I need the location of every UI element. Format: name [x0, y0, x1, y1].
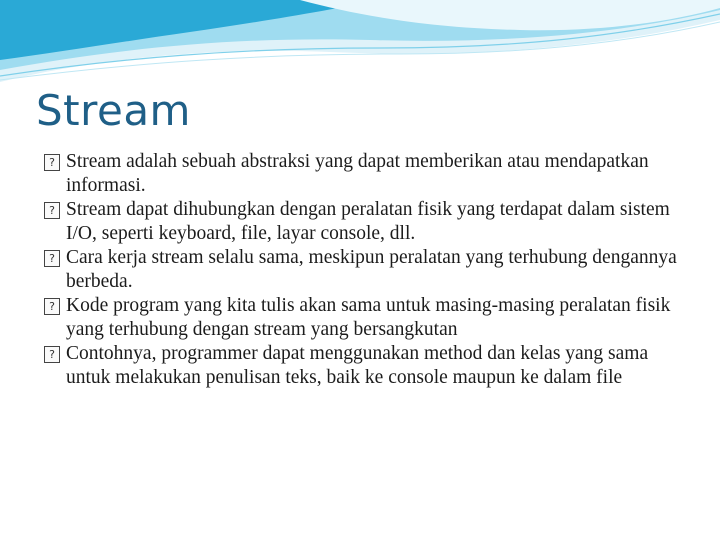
- bullet-marker-icon: ?: [44, 346, 60, 363]
- bullet-text: Contohnya, programmer dapat menggunakan method dan kelas yang sama untuk melakukan penulisan teks, baik ke console maupun ke dalam file: [66, 343, 649, 388]
- bullet-marker-icon: ?: [44, 250, 60, 267]
- bullet-marker-icon: ?: [44, 154, 60, 171]
- bullet-marker-icon: ?: [44, 298, 60, 315]
- bullet-item: [44, 342, 684, 390]
- bullet-text: Stream adalah sebuah abstraksi yang dapat memberikan atau mendapatkan informasi.: [66, 151, 649, 196]
- bullet-marker-icon: ?: [44, 202, 60, 219]
- bullet-text: Stream dapat dihubungkan dengan peralatan fisik yang terdapat dalam sistem I/O, seperti keyboard, file, layar console, dll.: [66, 199, 670, 244]
- slide-title: Stream: [36, 86, 191, 135]
- bullet-item: [44, 150, 684, 198]
- bullet-text: Cara kerja stream selalu sama, meskipun peralatan yang terhubung dengannya berbeda.: [66, 247, 677, 292]
- bullet-text: Kode program yang kita tulis akan sama untuk masing-masing peralatan fisik yang terhubung dengan stream yang bersangkutan: [66, 295, 671, 340]
- bullet-list: [44, 150, 684, 390]
- bullet-item: [44, 198, 684, 246]
- header-wave-decoration: [0, 0, 720, 90]
- bullet-item: [44, 294, 684, 342]
- bullet-item: [44, 246, 684, 294]
